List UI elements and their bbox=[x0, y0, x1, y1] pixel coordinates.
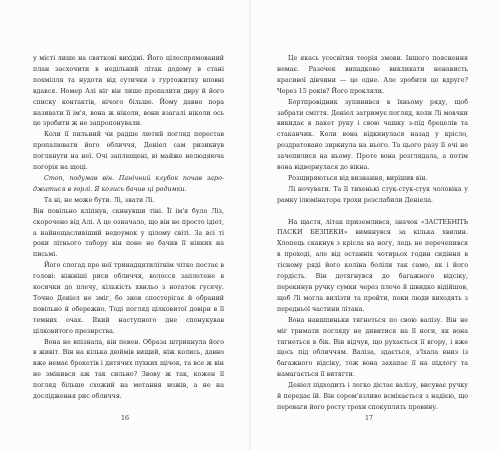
right-page-text bbox=[277, 54, 468, 414]
paragraph: Його спогад про неї тринадцятилітнім чітко постає в голові: ніжніші риси обличчя, волосся заплетене в косички до плечу, кількість хвильо з нотаток гусячу. Точно Деніел не зміг, бо знов спостерігає й обраний повільно й обережно. Тоді погляд цілковитої довіри в її темних очах. Який наступного дне спонукував цілковитого презирства. bbox=[33, 262, 224, 335]
paragraph: Лі ночувати. Та її тихенькі стук-стук-стук чоловіка у рамку ілюмінатора трохи розслабили Деніела. bbox=[277, 185, 468, 204]
left-page-text bbox=[33, 54, 224, 403]
paragraph: Він повільно кліпнув, скинувши тіні. Її ім'я було Ліз, скорочено від Алі. А це означало, що він не просто ідіот, а найнещасливіший недоумок у цілому світі. За всі ті роки літнього табору він поне не бачив її ніяких на письмі. bbox=[33, 207, 224, 259]
paragraph: Деніел підходить і легко дістає валізу, висуває ручку й передає їй. Він сором'язливо всміхається з надією, що переваги його росту трохи спокуплять провину. bbox=[277, 382, 468, 411]
paragraph: Вона не впізнала, він певен. Образа штрикнула його в живіт. Він на кілька дюймів вищий, ніж колись, давно вже немає брекетів і дитячих пухких щічок, та все ж він не змінився аж так сильно? Звову ж так, кожен її погляд більше схожий на метання ножів, а не на дослідження рис обличчя. bbox=[33, 338, 224, 401]
paragraph: Стоп, подумав він. Панічний клубок почав зароджатися в горлі. Я колись бачив ці родимки. bbox=[33, 174, 224, 193]
right-page bbox=[250, 0, 500, 450]
paragraph: Це якась усесвітня теорія змови. Іншого пояснення немає. Разочек випадково викликати ненависть красивої дівчини — це одне. Але зробити це вдруге? Через 15 років? Його прокляли. bbox=[277, 55, 468, 95]
paragraph: Розщиряються від визнання, вирішив він. bbox=[288, 174, 428, 182]
page-number: 17 bbox=[365, 415, 374, 422]
paragraph: Коли її пильний чи радше лютий погляд перестав пропалювати його обличчя, Деніел сам ризикнув поглянути на неї. Очі заплющені, ві майже нелюдяюча погорія на щоці. bbox=[33, 131, 224, 172]
paragraph: Бортпровідник зупинився в їхньому ряду, щоб забрати сміття. Деніел затримує погляд, коли Лі мовчки викидає в пакет руку і свою чашку з-під брецелів та стаканчик. Коли вона відкинулася назад у крісло, роздратовано зиркнула на нього. Та цього разу її очі не зачепилися на ньому. Проте вона розглядала, а потім вона відвернулася до вікна. bbox=[277, 98, 468, 172]
paragraph: На щастя, літак приземлився, значок «ЗАСТЕБНІТЬ ПАСКИ БЕЗПЕКИ» вимкнувся за кілька хвилин. Хлопець скакнув з крісла на ногу, ледь не перечепився в проході, але від останніх чотирьох годин сидіння в тісному ряді його коліна боліли так само, як і його гордість. Він дотягнувся до багажного відсіку, перекинув ручку сумки через плече й швидко відійшов, щоб Лі могла вилізти та пройти, поки люди виходять з передньої частини літака. bbox=[277, 218, 468, 313]
paragraph: Та ні, не може бути. Лі, звати Лі. bbox=[44, 196, 155, 204]
page-number: 16 bbox=[121, 415, 130, 422]
paragraph: Вона навшпиньки тягнеться по свою валізу. Він не міг тримати погляду не дивитися на її ноги, як вона тягнеться в бік. Він відчув, що рухається її вгору, і вже щось під обличчям. Валіза, здається, з'їхала вниз із багажного відсіку, тож вона захапає її на підлогу та намагається її витягти. bbox=[277, 316, 468, 379]
paragraph: у місті лише на святкові вихідні. Його цілеспрямований план засхочити в недільний лiтак додому в стані похмілля та нудоти від сутички з гуртожитку вповні вдався. Номер Алі ніг він лише пропалити двру й його списку контактів, нічого більше. Йому давно пора називати її ім'я, вона ж ніколи, вони взагалі ніколи ось це зробити ж не запропонували. bbox=[33, 55, 224, 128]
section-break bbox=[277, 207, 468, 218]
